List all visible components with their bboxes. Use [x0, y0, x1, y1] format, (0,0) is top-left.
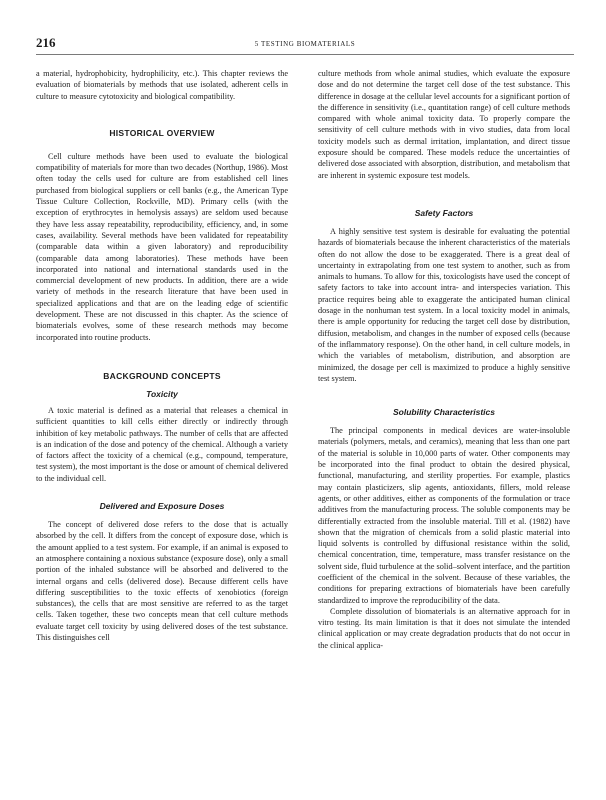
solubility-characteristics-heading: Solubility Characteristics	[392, 407, 496, 418]
page-number: 216	[36, 35, 56, 50]
safety-paragraph: A highly sensitive test system is desirable for evaluating the potential hazards of biomaterials because the inherent characteristics of the materials often do not allow the dose to be exaggerated. There is a great deal of uncertainty in extrapolating from one test system to another, such as from animals to humans. To allow for this, toxicologists have used the concept of safety factors to take into account intra- and interspecies variation. This practice requires being able to exaggerate the anticipated human clinical dosage in the nonhuman test system. In a local toxicity model in animals, there is ample opportunity for reducing the target cell dose by distribution, diffusion, metabolism, and changes in the number of exposed cells (because of the inflammatory response). On the other hand, in cell culture models, in which the variables of metabolism, distribution, and absorption are minimized, the dosage per cell is maximized to produce a highly sensitive test system.	[318, 226, 570, 383]
running-head: 5 TESTING BIOMATERIALS	[254, 40, 356, 48]
dissolution-paragraph: Complete dissolution of biomaterials is an alternative approach for in vitro testing. Its main limitation is that it does not simulate the intended clinical application or may create degradation products that do not occur in the clinical applica-	[318, 606, 570, 650]
background-concepts-heading: BACKGROUND CONCEPTS	[103, 370, 221, 381]
page-header	[36, 36, 574, 55]
delivered-exposure-doses-heading: Delivered and Exposure Doses	[99, 501, 225, 512]
continued-paragraph: culture methods from whole animal studies, which evaluate the exposure dose and do not determine the target cell dose of the test substance. This difference in dosage at the cellular level accounts for a significant portion of the difference in sensitivity (i.e., quantitation range) of cell culture methods compared with whole animal toxicity data. To properly compare the sensitivity of cell culture methods with in vivo studies, data from local toxicity models such as dermal irritation, implantation, and direct tissue exposure should be compared. These models reduce the uncertainties of delivered dose associated with absorption, distribution, and metabolism that are inherent in systemic exposure test models.	[318, 69, 570, 180]
toxicity-heading: Toxicity	[146, 388, 178, 399]
doses-paragraph: The concept of delivered dose refers to the dose that is actually absorbed by the cell. It differs from the concept of exposure dose, which is the amount applied to a test system. For example, if an animal is exposed to an atmosphere containing a noxious substance (exposure dose), only a small portion of the inhaled substance will be absorbed and delivered to the internal organs and cells (delivered dose). Because different cells have differing susceptibilities to the toxic effects of xenobiotics (foreign substances), the cells that are most sensitive are referred to as the target cells. Taken together, these two concepts mean that cell culture methods evaluate target cell toxicity by using delivered doses of the test substance. This distinguishes cell	[36, 520, 288, 642]
historical-paragraph: Cell culture methods have been used to evaluate the biological compatibility of materials for more than two decades (Northup, 1986). Most often today the cells used for culture are from established cell lines purchased from biological suppliers or cell banks (e.g., the American Type Tissue Culture Collection, Rockville, MD). Primary cells (with the exception of erythrocytes in hemolysis assays) are seldom used because they have less assay repeatability, reproducibility, efficiency, and, in some cases, availability. Several methods have been validated for repeatability (comparable data within a given laboratory) and reproducibility (comparable data among laboratories). These methods have been incorporated into national and international standards used in the commercial development of new products. In addition, there are a wide variety of methods in the research literature that have been used in specialized applications and that are on the leading edge of scientific development. These are not discussed in this chapter. As the science of biomaterials evolves, some of these research methods may become incorporated into routine products.	[36, 151, 288, 342]
intro-paragraph: a material, hydrophobicity, hydrophilicity, etc.). This chapter reviews the evaluation of biomaterials by methods that use isolated, adherent cells in culture to measure cytotoxicity and biological compatibility.	[36, 69, 288, 101]
right-column	[318, 68, 570, 783]
safety-factors-heading: Safety Factors	[414, 207, 474, 218]
solubility-paragraph: The principal components in medical devices are water-insoluble materials (polymers, metals, and ceramics), meaning that less than one part of the material is soluble in 10,000 parts of water. Other components may be incorporated into the final product to obtain the desired physical, functional, manufacturing, and sterility properties. For example, plastics may contain plasticizers, slip agents, antioxidants, fillers, mold release agents, or other additives, either as components of the formulation or trace additives from the manufacturing process. The soluble components may be differentially extracted from the insoluble material. Till et al. (1982) have shown that the migration of chemicals from a solid plastic material into liquid solvents is controlled by diffusional resistance within the solid, chemical concentration, time, temperature, mass transfer resistance on the solvent side, fluid turbulence at the solid–solvent interface, and the partition coefficient of the chemical in the solvent. Because of these variables, the conditions for preparing extractions of biomaterials have been carefully standardized to improve the reproducibility of the data.	[318, 426, 570, 605]
historical-overview-heading: HISTORICAL OVERVIEW	[109, 127, 215, 138]
left-column	[36, 68, 288, 783]
toxicity-paragraph: A toxic material is defined as a material that releases a chemical in sufficient quantities to kill cells either directly or indirectly through inhibition of key metabolic pathways. The number of cells that are affected is an indication of the dose and potency of the chemical. Although a variety of factors affect the toxicity of a chemical (e.g., compound, temperature, test system), the most important is the dose or amount of chemical delivered to the individual cell.	[36, 405, 288, 483]
